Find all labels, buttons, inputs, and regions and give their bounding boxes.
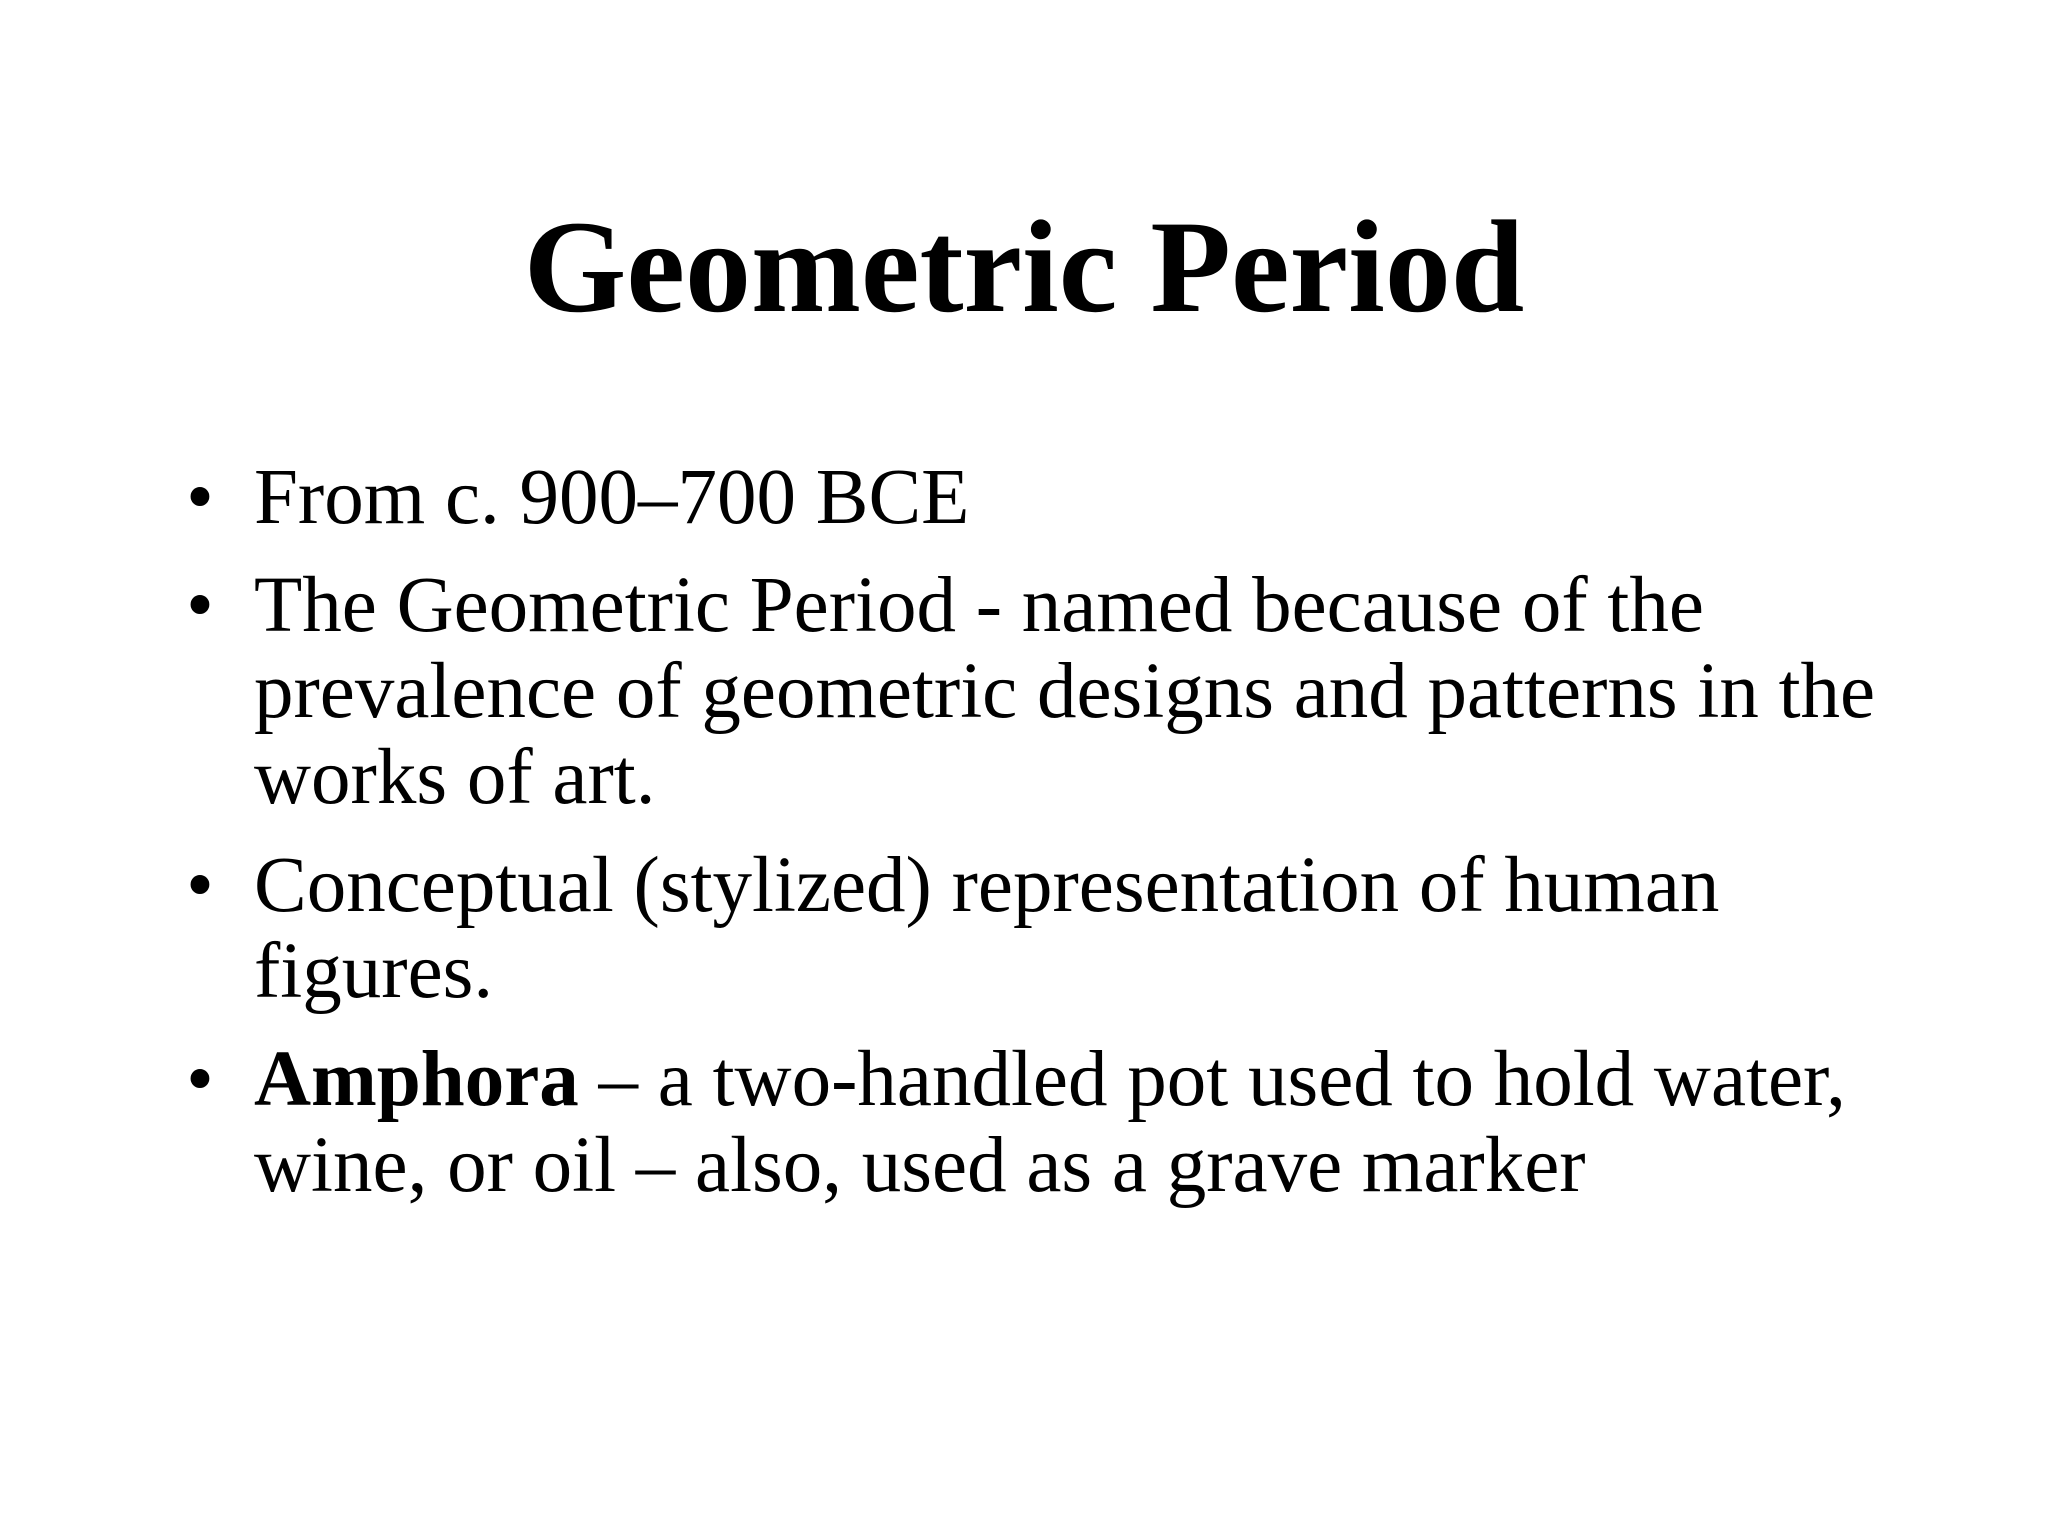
bullet-text: The Geometric Period - named because of the prevalence of geometric designs and patterns in the works of art. bbox=[254, 562, 1876, 821]
bullet-item-date-range bbox=[170, 455, 1910, 541]
bullet-text: – a two-handled pot used to hold water, wine, or oil – also, used as a grave marker bbox=[254, 1036, 1846, 1209]
bullet-list bbox=[170, 455, 1910, 1231]
amphora-term: Amphora bbox=[254, 1036, 579, 1123]
bullet-item-representation bbox=[170, 843, 1910, 1015]
bullet-text: From c. 900–700 BCE bbox=[254, 454, 970, 541]
bullet-icon: • bbox=[186, 842, 214, 929]
bullet-item-period-name bbox=[170, 563, 1910, 821]
bullet-text: Conceptual (stylized) representation of human figures. bbox=[254, 842, 1720, 1015]
bullet-item-amphora bbox=[170, 1037, 1910, 1209]
bullet-icon: • bbox=[186, 1036, 214, 1123]
bullet-icon: • bbox=[186, 454, 214, 541]
slide-title: Geometric Period bbox=[523, 193, 1525, 340]
bullet-icon: • bbox=[186, 562, 214, 649]
